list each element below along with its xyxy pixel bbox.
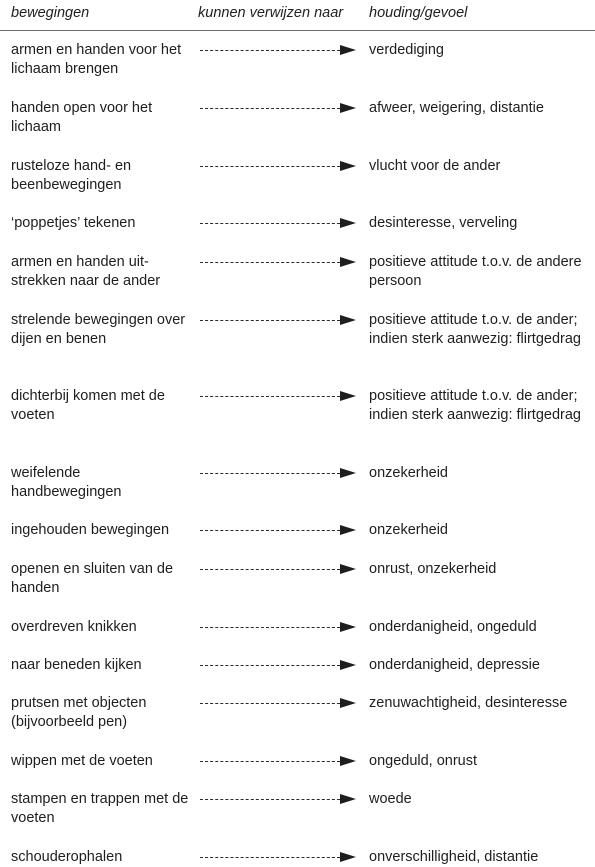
meaning-cell: desinteresse, verveling bbox=[369, 215, 518, 231]
movement-cell: schouderophalen bbox=[11, 849, 123, 865]
meaning-cell: vlucht voor de ander bbox=[369, 158, 501, 174]
dashed-arrow-icon bbox=[200, 473, 358, 483]
dashed-arrow-icon bbox=[200, 166, 358, 176]
meaning-cell: ongeduld, onrust bbox=[369, 753, 478, 769]
dashed-arrow-icon bbox=[200, 320, 358, 330]
movement-cell: strelende bewegingen over dijen en benen bbox=[11, 312, 186, 347]
meaning-cell: onzekerheid bbox=[369, 522, 448, 538]
movement-cell: prutsen met objecten (bijvoorbeeld pen) bbox=[11, 695, 147, 730]
header-attitude-feeling: houding/gevoel bbox=[369, 5, 468, 21]
movement-cell: naar beneden kijken bbox=[11, 657, 142, 673]
movement-cell: overdreven knikken bbox=[11, 619, 137, 635]
dashed-arrow-icon bbox=[200, 262, 358, 272]
header-movements: bewegingen bbox=[11, 5, 90, 21]
movement-cell: ingehouden bewegingen bbox=[11, 522, 170, 538]
dashed-arrow-icon bbox=[200, 108, 358, 118]
meaning-cell: positieve attitude t.o.v. de ander; indien sterk aanwezig: flirtgedrag bbox=[369, 312, 581, 347]
movement-cell: weifelende handbewegingen bbox=[11, 465, 122, 500]
meaning-cell: onderdanigheid, ongeduld bbox=[369, 619, 537, 635]
movement-cell: rusteloze hand- en beenbewegingen bbox=[11, 158, 132, 193]
dashed-arrow-icon bbox=[200, 627, 358, 637]
meaning-cell: positieve attitude t.o.v. de ander; indien sterk aanwezig: flirtgedrag bbox=[369, 388, 581, 423]
meaning-cell: onderdanigheid, depressie bbox=[369, 657, 540, 673]
movement-cell: dichterbij komen met de voeten bbox=[11, 388, 165, 423]
meaning-cell: zenuwachtigheid, desinteresse bbox=[369, 695, 568, 711]
meaning-cell: positieve attitude t.o.v. de andere persoon bbox=[369, 254, 582, 289]
meaning-cell: verdediging bbox=[369, 42, 444, 58]
movement-cell: armen en handen voor het lichaam brengen bbox=[11, 42, 182, 77]
movement-cell: armen en handen uit-strekken naar de ander bbox=[11, 254, 161, 289]
meaning-cell: onrust, onzekerheid bbox=[369, 561, 497, 577]
movement-cell: openen en sluiten van de handen bbox=[11, 561, 174, 596]
dashed-arrow-icon bbox=[200, 50, 358, 60]
dashed-arrow-icon bbox=[200, 857, 358, 867]
movement-cell: stampen en trappen met de voeten bbox=[11, 791, 189, 826]
movement-cell: handen open voor het lichaam bbox=[11, 100, 153, 135]
dashed-arrow-icon bbox=[200, 799, 358, 809]
meaning-cell: woede bbox=[369, 791, 412, 807]
dashed-arrow-icon bbox=[200, 223, 358, 233]
movement-cell: wippen met de voeten bbox=[11, 753, 153, 769]
header-can-refer-to: kunnen verwijzen naar bbox=[198, 5, 344, 21]
meaning-cell: onzekerheid bbox=[369, 465, 448, 481]
dashed-arrow-icon bbox=[200, 396, 358, 406]
dashed-arrow-icon bbox=[200, 530, 358, 540]
dashed-arrow-icon bbox=[200, 703, 358, 713]
meaning-cell: afweer, weigering, distantie bbox=[369, 100, 544, 116]
dashed-arrow-icon bbox=[200, 569, 358, 579]
meaning-cell: onverschilligheid, distantie bbox=[369, 849, 539, 865]
dashed-arrow-icon bbox=[200, 761, 358, 771]
movement-cell: ‘poppetjes’ tekenen bbox=[11, 215, 136, 231]
dashed-arrow-icon bbox=[200, 665, 358, 675]
table-header bbox=[0, 0, 595, 31]
